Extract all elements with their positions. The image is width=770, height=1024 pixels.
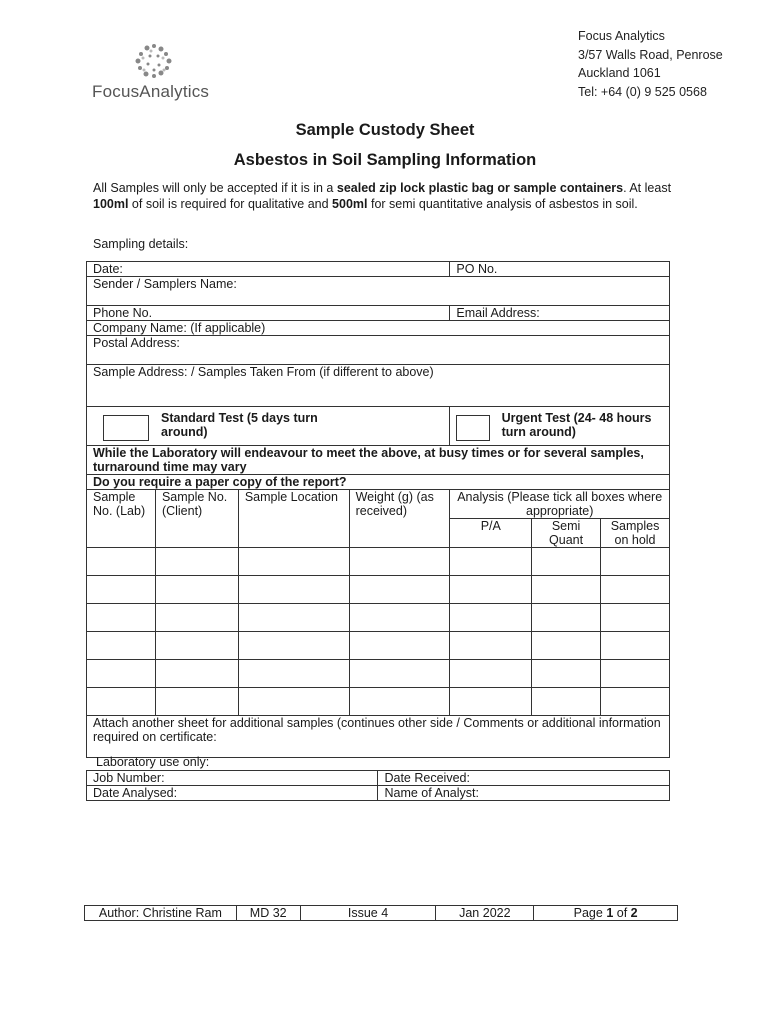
table-row (87, 604, 670, 632)
table-cell[interactable] (450, 604, 532, 632)
document-subtitle: Asbestos in Soil Sampling Information (233, 151, 537, 169)
intro-bold: 500ml (332, 196, 368, 211)
col-weight: Weight (g) (as received) (349, 490, 450, 548)
logo-text: FocusAnalytics (92, 82, 210, 101)
email-field[interactable]: Email Address: (450, 306, 670, 321)
table-cell[interactable] (238, 548, 349, 576)
lab-use-table (86, 770, 670, 801)
table-row (87, 576, 670, 604)
attach-notes-field[interactable]: Attach another sheet for additional samples (continues other side / Comments or additional information required on certificate: (87, 716, 670, 758)
table-cell[interactable] (349, 548, 450, 576)
table-cell[interactable] (601, 604, 670, 632)
company-field[interactable]: Company Name: (If applicable) (87, 321, 670, 336)
table-cell[interactable] (87, 576, 156, 604)
table-cell[interactable] (87, 548, 156, 576)
footer-page (534, 906, 678, 921)
table-cell[interactable] (601, 688, 670, 716)
date-field[interactable]: Date: (87, 262, 450, 277)
intro-paragraph (93, 181, 673, 212)
table-cell[interactable] (532, 632, 601, 660)
standard-test-option (87, 407, 450, 446)
lab-use-label: Laboratory use only: (96, 755, 210, 769)
page-number: 1 (606, 906, 614, 920)
table-cell[interactable] (450, 660, 532, 688)
table-row (87, 688, 670, 716)
table-cell[interactable] (238, 576, 349, 604)
standard-test-checkbox[interactable] (103, 415, 149, 441)
page-prefix: Page (573, 906, 607, 920)
po-field[interactable]: PO No. (450, 262, 670, 277)
table-cell[interactable] (349, 576, 450, 604)
date-received-field[interactable]: Date Received: (378, 771, 670, 786)
table-cell[interactable] (532, 688, 601, 716)
page-of: of (613, 906, 631, 920)
document-footer (84, 905, 678, 921)
analyst-name-field[interactable]: Name of Analyst: (378, 786, 670, 801)
intro-text: for semi quantitative analysis of asbestos in soil. (367, 196, 638, 211)
document-title: Sample Custody Sheet (295, 121, 475, 139)
table-cell[interactable] (155, 548, 238, 576)
address-line: 3/57 Walls Road, Penrose (578, 47, 723, 62)
paper-copy-question: Do you require a paper copy of the report? (87, 475, 670, 490)
table-cell[interactable] (155, 576, 238, 604)
table-cell[interactable] (532, 660, 601, 688)
sample-address-field[interactable]: Sample Address: / Samples Taken From (if different to above) (87, 365, 670, 407)
sender-field[interactable]: Sender / Samplers Name: (87, 277, 670, 306)
company-logo (92, 42, 252, 106)
table-row (87, 548, 670, 576)
urgent-test-label: Urgent Test (24- 48 hours turn around) (501, 411, 652, 439)
col-samples-on-hold: Samples on hold (601, 519, 670, 548)
col-sample-lab: Sample No. (Lab) (87, 490, 156, 548)
intro-bold: 100ml (93, 196, 129, 211)
col-analysis: Analysis (Please tick all boxes where appropriate) (450, 490, 670, 519)
col-sample-client: Sample No. (Client) (155, 490, 238, 548)
urgent-test-checkbox[interactable] (456, 415, 489, 441)
table-cell[interactable] (601, 660, 670, 688)
table-cell[interactable] (238, 604, 349, 632)
address-line: Focus Analytics (578, 29, 665, 43)
table-cell[interactable] (450, 576, 532, 604)
col-sample-location: Sample Location (238, 490, 349, 548)
postal-address-field[interactable]: Postal Address: (87, 336, 670, 365)
intro-bold: sealed zip lock plastic bag or sample containers (336, 181, 624, 195)
table-cell[interactable] (450, 688, 532, 716)
urgent-test-option (450, 407, 670, 446)
footer-author: Author: Christine Ram (85, 906, 237, 921)
sampling-form-table (86, 261, 670, 758)
table-cell[interactable] (238, 660, 349, 688)
table-cell[interactable] (87, 632, 156, 660)
table-cell[interactable] (238, 632, 349, 660)
table-cell[interactable] (349, 688, 450, 716)
footer-issue: Issue 4 (300, 906, 436, 921)
table-cell[interactable] (601, 632, 670, 660)
col-semi-quant: Semi Quant (532, 519, 601, 548)
table-cell[interactable] (450, 548, 532, 576)
table-cell[interactable] (87, 688, 156, 716)
footer-md: MD 32 (236, 906, 300, 921)
standard-test-label: Standard Test (5 days turn around) (161, 411, 318, 439)
table-cell[interactable] (238, 688, 349, 716)
table-cell[interactable] (532, 576, 601, 604)
table-cell[interactable] (601, 548, 670, 576)
table-cell[interactable] (155, 688, 238, 716)
table-cell[interactable] (450, 632, 532, 660)
table-cell[interactable] (87, 604, 156, 632)
intro-text: All Samples will only be accepted if it is in a (93, 181, 337, 195)
table-cell[interactable] (601, 576, 670, 604)
table-row (87, 632, 670, 660)
logo-dots-icon (92, 42, 252, 84)
address-line: Tel: +64 (0) 9 525 0568 (578, 84, 707, 99)
table-cell[interactable] (87, 660, 156, 688)
date-analysed-field[interactable]: Date Analysed: (87, 786, 378, 801)
turnaround-notice: While the Laboratory will endeavour to meet the above, at busy times or for several samples, turnaround time may vary (87, 446, 670, 475)
table-cell[interactable] (349, 660, 450, 688)
footer-date: Jan 2022 (436, 906, 534, 921)
sampling-details-label: Sampling details: (93, 237, 189, 251)
job-number-field[interactable]: Job Number: (87, 771, 378, 786)
col-pa: P/A (450, 519, 532, 548)
table-cell[interactable] (155, 660, 238, 688)
phone-field[interactable]: Phone No. (87, 306, 450, 321)
intro-text: of soil is required for qualitative and (128, 196, 333, 211)
intro-text: . At least (623, 181, 672, 195)
address-line: Auckland 1061 (578, 66, 661, 80)
table-cell[interactable] (155, 632, 238, 660)
page-total: 2 (630, 906, 638, 920)
table-cell[interactable] (532, 548, 601, 576)
table-cell[interactable] (155, 604, 238, 632)
company-address (578, 27, 723, 101)
table-row (87, 660, 670, 688)
table-cell[interactable] (349, 632, 450, 660)
table-cell[interactable] (349, 604, 450, 632)
table-cell[interactable] (532, 604, 601, 632)
